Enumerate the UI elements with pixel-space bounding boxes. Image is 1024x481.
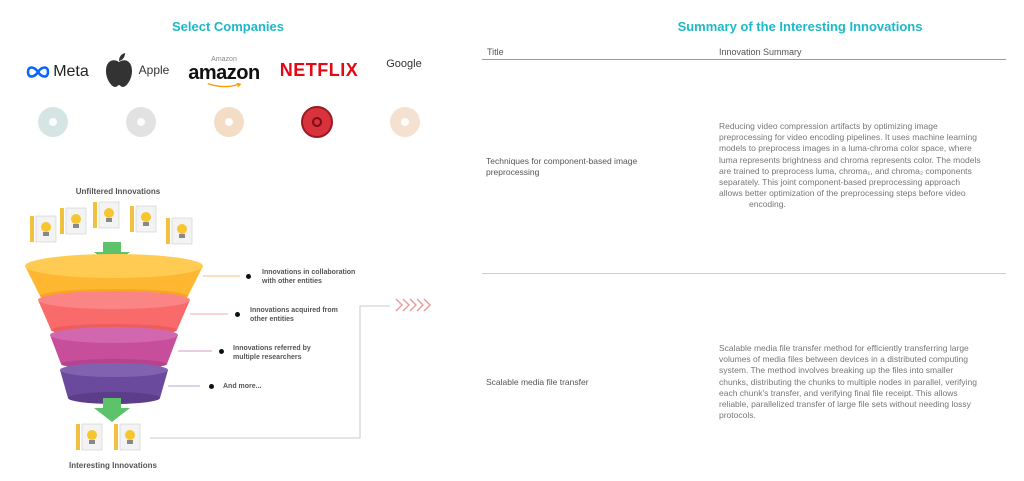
amazon-logo-text: amazon: [188, 62, 260, 84]
select-apple-radio[interactable]: [126, 107, 156, 137]
idea-card-icon: [93, 202, 119, 228]
column-header-summary: Innovation Summary: [719, 47, 802, 57]
apple-icon: [105, 52, 133, 88]
legend-collaboration: Innovations in collaboration with other entities: [262, 269, 356, 285]
header-divider: [482, 59, 1006, 60]
select-netflix-radio[interactable]: [301, 106, 333, 138]
table-row-2-summary: Scalable media file transfer method for efficiently transferring large volumes of media files between devices in a distributed computing system. The method involves breaking up the files into smaller chunks, distributing the chunks to multiple nodes in parallel, verifying each chunk's transfer, and verifying final file receipt. This allows reliable, parallelized transfer of large file sets without needing lossy protocols.: [719, 343, 977, 421]
netflix-logo-text: NETFLIX: [279, 59, 359, 80]
company-logo-meta[interactable]: [22, 58, 92, 86]
idea-card-icon: [114, 424, 140, 450]
select-google-radio[interactable]: [390, 107, 420, 137]
column-header-title: Title: [487, 47, 504, 57]
table-row-1-title: Techniques for component-based image preprocessing: [486, 156, 638, 178]
summary-title: Summary of the Interesting Innovations: [677, 19, 923, 34]
idea-card-icon: [60, 208, 86, 234]
idea-card-icon: [76, 424, 102, 450]
company-logo-netflix[interactable]: [279, 56, 359, 84]
idea-card-icon: [166, 218, 192, 244]
chevrons-right-icon: [396, 299, 430, 311]
amazon-small-text: Amazon: [211, 56, 237, 63]
legend-bullet: [209, 384, 214, 389]
idea-card-icon: [130, 206, 156, 232]
company-logo-google[interactable]: [380, 54, 428, 74]
legend-referred: Innovations referred by multiple researchers: [233, 345, 311, 361]
meta-infinity-icon: [25, 65, 51, 79]
idea-card-icon: [30, 216, 56, 242]
legend-bullet: [235, 312, 240, 317]
google-logo-text: Google: [386, 58, 422, 70]
innovation-funnel: [0, 170, 440, 460]
table-row-1-summary: Reducing video compression artifacts by optimizing image preprocessing for video encoding pipelines. It uses machine learning models to preprocess images in a luma-chroma color space, where luma represents brightness and chroma represents color. The models are trained to preprocess luma, chroma₁, and chroma₂ components separately. This joint component-based preprocessing approach allows better optimization of the preprocessing steps before video encoding.: [719, 121, 981, 210]
amazon-smile-icon: [194, 83, 254, 88]
select-meta-radio[interactable]: [38, 107, 68, 137]
row-divider: [482, 273, 1006, 274]
legend-acquired: Innovations acquired from other entities: [250, 307, 338, 323]
meta-logo-text: Meta: [53, 63, 89, 80]
legend-and-more: And more...: [223, 383, 262, 390]
idea-cards-top: [30, 202, 192, 244]
table-row-2-title: Scalable media file transfer: [486, 377, 589, 387]
select-companies-title: Select Companies: [172, 19, 284, 34]
company-logo-amazon[interactable]: [182, 56, 266, 88]
company-logo-apple[interactable]: [100, 50, 174, 90]
legend-bullet: [246, 274, 251, 279]
unfiltered-innovations-label: Unfiltered Innovations: [75, 187, 161, 196]
interesting-innovations-label: Interesting Innovations: [68, 461, 157, 470]
select-amazon-radio[interactable]: [214, 107, 244, 137]
apple-logo-text: Apple: [138, 63, 170, 77]
legend-bullet: [219, 349, 224, 354]
